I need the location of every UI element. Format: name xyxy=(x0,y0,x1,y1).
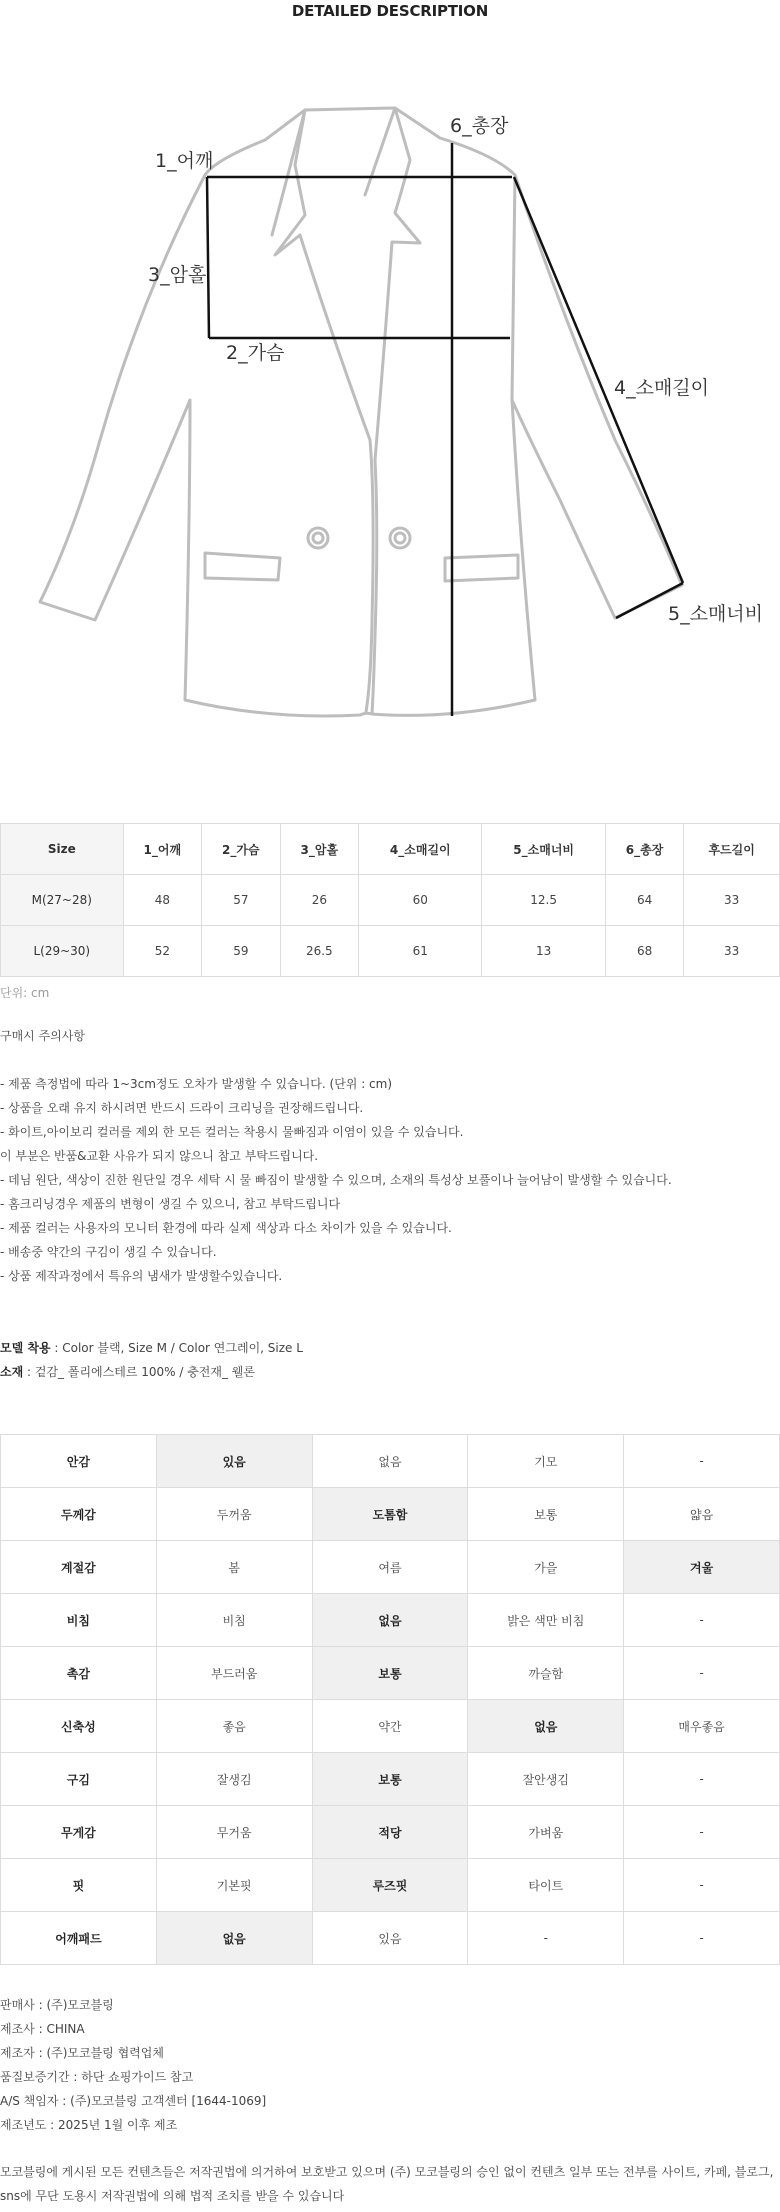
fabric-attribute-table xyxy=(0,1434,780,1965)
attribute-option: - xyxy=(624,1647,780,1700)
attribute-option-selected: 있음 xyxy=(156,1435,312,1488)
size-table-header xyxy=(1,824,780,875)
table-cell: 60 xyxy=(359,875,482,926)
table-row xyxy=(1,1647,780,1700)
header-cell: 1_어깨 xyxy=(123,824,202,875)
attribute-option: - xyxy=(624,1753,780,1806)
attribute-option: 기본핏 xyxy=(156,1859,312,1912)
attribute-label: 무게감 xyxy=(1,1806,157,1859)
attribute-option-selected: 보통 xyxy=(312,1647,468,1700)
table-cell: 13 xyxy=(482,926,605,977)
attribute-label: 촉감 xyxy=(1,1647,157,1700)
attribute-label: 두께감 xyxy=(1,1488,157,1541)
attribute-option: 기모 xyxy=(468,1435,624,1488)
attribute-label: 어깨패드 xyxy=(1,1912,157,1965)
attribute-option: - xyxy=(624,1912,780,1965)
attribute-option: 여름 xyxy=(312,1541,468,1594)
label-shoulder: 1_어깨 xyxy=(155,150,214,172)
table-cell: 26.5 xyxy=(280,926,359,977)
attribute-option: 무거움 xyxy=(156,1806,312,1859)
attribute-option: 봄 xyxy=(156,1541,312,1594)
attribute-option: 있음 xyxy=(312,1912,468,1965)
attribute-option: - xyxy=(624,1435,780,1488)
unit-note: 단위: cm xyxy=(0,986,50,1000)
header-cell: 4_소매길이 xyxy=(359,824,482,875)
attribute-option-selected: 없음 xyxy=(156,1912,312,1965)
attribute-option: - xyxy=(624,1859,780,1912)
table-row xyxy=(1,1700,780,1753)
table-row xyxy=(1,1859,780,1912)
attribute-option: - xyxy=(624,1594,780,1647)
header-cell: 3_암홀 xyxy=(280,824,359,875)
table-cell: 52 xyxy=(123,926,202,977)
attribute-option: 매우좋음 xyxy=(624,1700,780,1753)
table-cell: 48 xyxy=(123,875,202,926)
purchase-notes xyxy=(0,1024,780,1288)
table-row xyxy=(1,1806,780,1859)
product-info xyxy=(0,1993,780,2137)
note-item: - 제품 컬러는 사용자의 모니터 환경에 따라 실제 색상과 다소 차이가 있을 수 있습니다. xyxy=(0,1221,452,1235)
model-info xyxy=(0,1336,780,1384)
attribute-option: 비침 xyxy=(156,1594,312,1647)
table-cell: 68 xyxy=(605,926,684,977)
table-row xyxy=(1,1753,780,1806)
attribute-option: 까슬함 xyxy=(468,1647,624,1700)
attribute-option: 밝은 색만 비침 xyxy=(468,1594,624,1647)
header-cell: 2_가슴 xyxy=(202,824,281,875)
header-cell: 5_소매너비 xyxy=(482,824,605,875)
table-cell: 26 xyxy=(280,875,359,926)
attribute-option-selected: 보통 xyxy=(312,1753,468,1806)
info-line: 판매사 : (주)모코블링 xyxy=(0,1998,114,2012)
attribute-option: 없음 xyxy=(312,1435,468,1488)
info-line: A/S 책임자 : (주)모코블링 고객센터 [1644-1069] xyxy=(0,2094,267,2108)
attribute-option: - xyxy=(468,1912,624,1965)
material-value: : 겉감_ 폴리에스테르 100% / 충전재_ 웰론 xyxy=(23,1365,255,1379)
attribute-label: 구김 xyxy=(1,1753,157,1806)
table-cell: 59 xyxy=(202,926,281,977)
label-chest: 2_가슴 xyxy=(226,342,285,364)
attribute-option-selected: 없음 xyxy=(468,1700,624,1753)
attribute-option-selected: 없음 xyxy=(312,1594,468,1647)
attribute-option: 타이트 xyxy=(468,1859,624,1912)
attribute-option-selected: 적당 xyxy=(312,1806,468,1859)
label-armhole: 3_암홀 xyxy=(148,264,207,286)
attribute-option: 가을 xyxy=(468,1541,624,1594)
attribute-label: 계절감 xyxy=(1,1541,157,1594)
info-line: 제조자 : (주)모코블링 협력업체 xyxy=(0,2046,164,2060)
attribute-option: 가벼움 xyxy=(468,1806,624,1859)
info-line: 제조년도 : 2025년 1월 이후 제조 xyxy=(0,2118,178,2132)
attribute-option-selected: 도톰함 xyxy=(312,1488,468,1541)
attribute-option: 부드러움 xyxy=(156,1647,312,1700)
table-cell: 12.5 xyxy=(482,875,605,926)
size-table xyxy=(0,823,780,977)
table-row xyxy=(1,1435,780,1488)
attribute-option: 보통 xyxy=(468,1488,624,1541)
info-line: 제조사 : CHINA xyxy=(0,2022,85,2036)
attribute-label: 신축성 xyxy=(1,1700,157,1753)
header-cell: 후드길이 xyxy=(684,824,780,875)
size-name-cell: L(29~30) xyxy=(1,926,124,977)
label-sleeve-width: 5_소매너비 xyxy=(668,603,764,625)
table-cell: 61 xyxy=(359,926,482,977)
table-cell: 57 xyxy=(202,875,281,926)
attribute-option: - xyxy=(624,1806,780,1859)
label-total-length: 6_총장 xyxy=(450,115,509,137)
note-item: - 상품 제작과정에서 특유의 냄새가 발생할수있습니다. xyxy=(0,1269,283,1283)
header-cell: Size xyxy=(1,824,124,875)
attribute-option: 좋음 xyxy=(156,1700,312,1753)
armhole-line xyxy=(207,177,209,338)
attribute-label: 핏 xyxy=(1,1859,157,1912)
table-cell: 33 xyxy=(684,926,780,977)
note-item: - 제품 측정법에 따라 1~3cm정도 오차가 발생할 수 있습니다. (단위 : cm) xyxy=(0,1077,393,1091)
header-cell: 6_총장 xyxy=(605,824,684,875)
attribute-option: 두꺼움 xyxy=(156,1488,312,1541)
attribute-option: 잘생김 xyxy=(156,1753,312,1806)
attribute-label: 비침 xyxy=(1,1594,157,1647)
info-line: 품질보증기간 : 하단 쇼핑가이드 참고 xyxy=(0,2070,194,2084)
table-cell: 33 xyxy=(684,875,780,926)
page-title: DETAILED DESCRIPTION xyxy=(291,2,489,20)
attribute-option: 약간 xyxy=(312,1700,468,1753)
table-row xyxy=(1,1594,780,1647)
table-row xyxy=(1,926,780,977)
table-row xyxy=(1,1541,780,1594)
size-name-cell: M(27~28) xyxy=(1,875,124,926)
note-item: 이 부분은 반품&교환 사유가 되지 않으니 참고 부탁드립니다. xyxy=(0,1149,319,1163)
table-row xyxy=(1,1912,780,1965)
attribute-option: 얇음 xyxy=(624,1488,780,1541)
label-sleeve-length: 4_소매길이 xyxy=(614,377,710,399)
table-cell: 64 xyxy=(605,875,684,926)
model-wear-label: 모델 착용 xyxy=(0,1341,51,1355)
attribute-option-selected: 겨울 xyxy=(624,1541,780,1594)
note-item: - 화이트,아이보리 컬러를 제외 한 모든 컬러는 착용시 물빠짐과 이염이 있을 수 있습니다. xyxy=(0,1125,464,1139)
attribute-option: 잘안생김 xyxy=(468,1753,624,1806)
note-item: - 배송중 약간의 구김이 생길 수 있습니다. xyxy=(0,1245,217,1259)
note-item: - 상품을 오래 유지 하시려면 반드시 드라이 크리닝을 권장해드립니다. xyxy=(0,1101,364,1115)
copyright-notice: 모코블링에 게시된 모든 컨텐츠들은 저작권법에 의거하여 보호받고 있으며 (주) 모코블링의 승인 없이 컨텐츠 일부 또는 전부를 사이트, 카페, 블로그, sns에 무단 도용시 저작권법에 의해 법적 조치를 받을 수 있습니다 xyxy=(0,2165,774,2203)
notes-heading: 구매시 주의사항 xyxy=(0,1029,85,1043)
attribute-label: 안감 xyxy=(1,1435,157,1488)
material-label: 소재 xyxy=(0,1365,24,1379)
note-item: - 데님 원단, 색상이 진한 원단일 경우 세탁 시 물 빠짐이 발생할 수 있으며, 소재의 특성상 보풀이나 늘어남이 발생할 수 있습니다. xyxy=(0,1173,672,1187)
note-item: - 홈크리닝경우 제품의 변형이 생길 수 있으니, 참고 부탁드립니다 xyxy=(0,1197,341,1211)
jacket-outline xyxy=(40,108,682,716)
model-wear-value: : Color 블랙, Size M / Color 연그레이, Size L xyxy=(50,1341,303,1355)
model-wear xyxy=(0,1336,780,1360)
jacket-measurement-diagram xyxy=(0,95,780,735)
table-row xyxy=(1,1488,780,1541)
material xyxy=(0,1360,780,1384)
attribute-option-selected: 루즈핏 xyxy=(312,1859,468,1912)
table-row xyxy=(1,875,780,926)
